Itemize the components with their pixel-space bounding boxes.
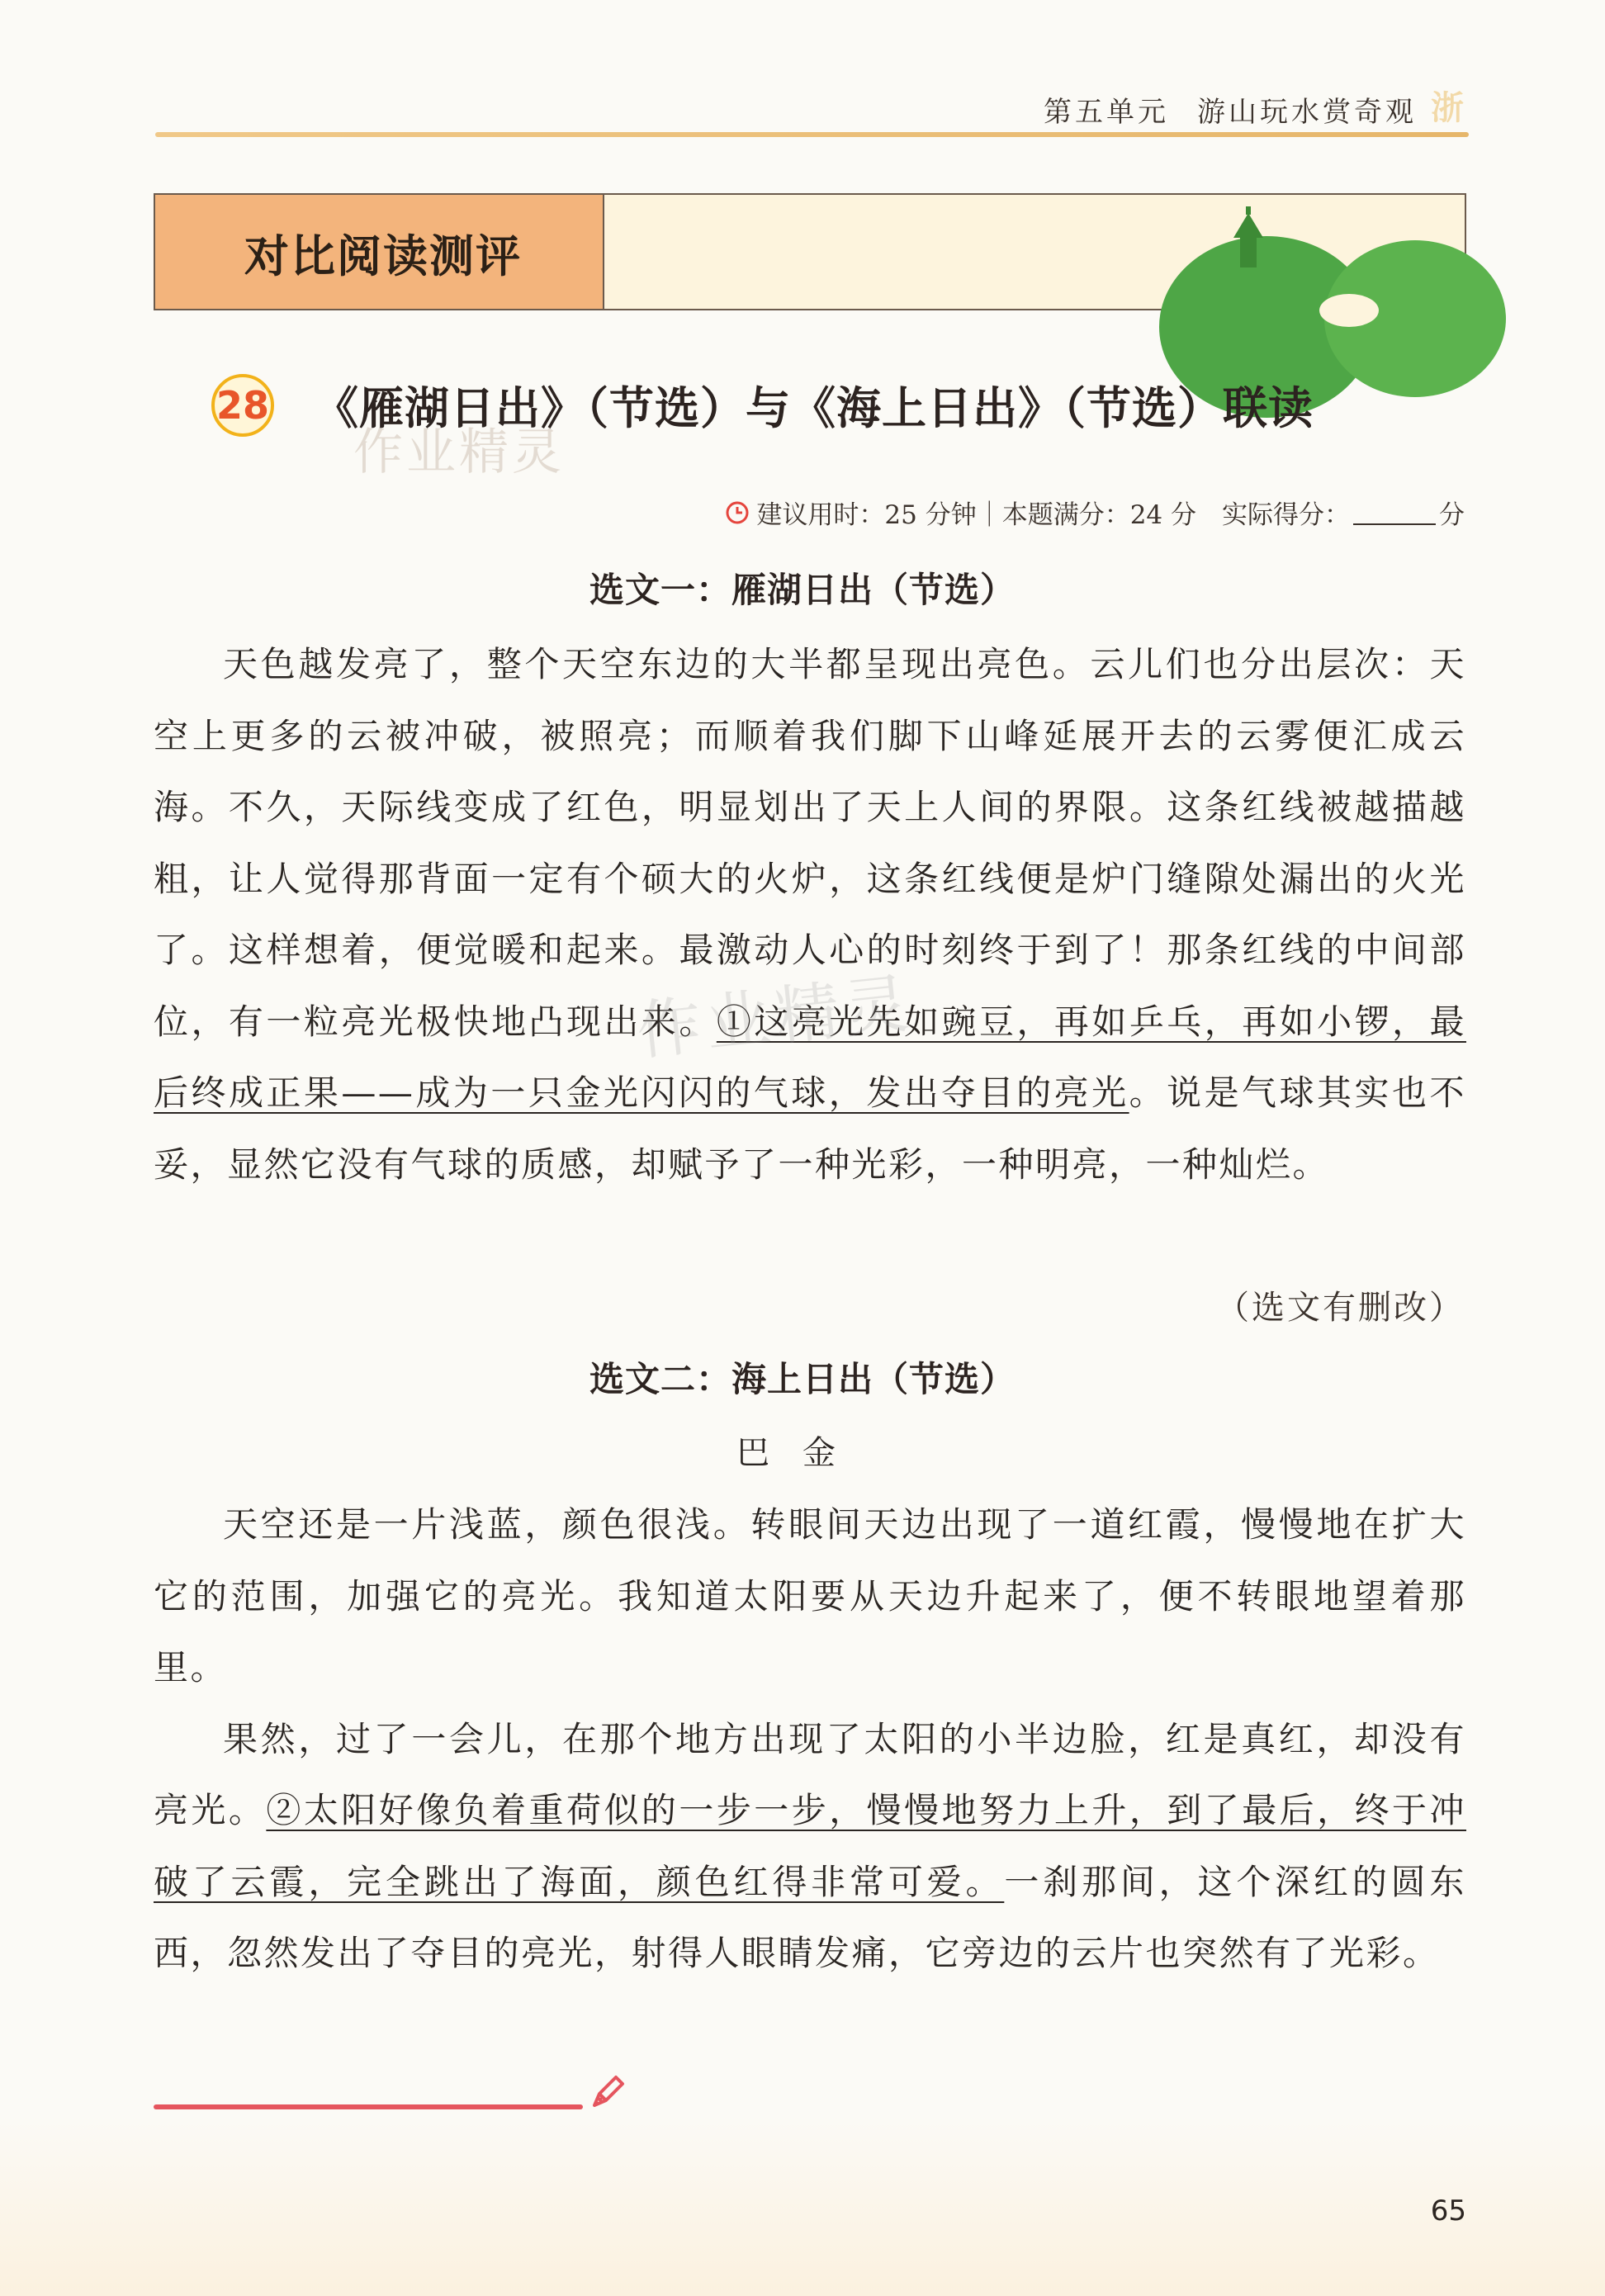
page-bottom-band xyxy=(0,2114,1605,2296)
source-note: （选文有删改） xyxy=(1216,1289,1465,1327)
unit-title: 游山玩水赏奇观 xyxy=(1197,96,1417,129)
score-blank-field[interactable] xyxy=(1353,500,1436,525)
passage1-underlined-sentence: ①这亮光先如豌豆，再如乒乓，再如小锣，最后终成正果——成为一只金光闪闪的气球，发出夺目的亮光 xyxy=(154,1001,1466,1113)
time-score-text: 建议用时：25 分钟｜本题满分：24 分 实际得分： xyxy=(756,500,1350,530)
passage2-text-b: 一刹那间，这个深红的圆东西，忽然发出了夺目的亮光，射得人眼睛发痛，它旁边的云片也突然有了光彩。 xyxy=(154,1861,1466,1973)
passage2-text-a: 果然，过了一会儿，在那个地方出现了太阳的小半边脸，红是真红，却没有亮光。 xyxy=(154,1718,1466,1830)
pen-icon xyxy=(588,2072,627,2112)
passage1-heading: 选文一：雁湖日出（节选） xyxy=(589,570,1016,610)
passage2-heading: 选文二：海上日出（节选） xyxy=(589,1359,1016,1399)
landscape-illustration-icon xyxy=(1167,195,1465,309)
notes-line xyxy=(154,2104,583,2109)
lesson-number-badge: 28 xyxy=(211,374,274,437)
page-number: 65 xyxy=(1430,2194,1466,2227)
time-score-info xyxy=(725,494,1465,531)
passage1-text-a: 天色越发亮了，整个天空东边的大半都呈现出亮色。云儿们也分出层次：天空上更多的云被冲破，被照亮；而顺着我们脚下山峰延展开去的云雾便汇成云海。不久，天际线变成了红色，明显划出了天上人间的界限。这条红线被越描越粗，让人觉得那背面一定有个硕大的火炉，这条红线便是炉门缝隙处漏出的火光了。这样想着，便觉暖和起来。最激动人心的时刻终于到了！那条红线的中间部位，有一粒亮光极快地凸现出来。 xyxy=(154,644,1466,1042)
lesson-title xyxy=(211,373,1314,437)
clock-icon xyxy=(725,500,750,525)
unit-label: 第五单元 xyxy=(1044,96,1169,129)
passage1-paragraph xyxy=(154,629,1466,1200)
passage2-body xyxy=(154,1489,1466,1990)
passage2-paragraph-2 xyxy=(154,1704,1466,1990)
watermark: 作业精灵 xyxy=(632,966,917,1070)
score-unit: 分 xyxy=(1439,500,1465,530)
passage1-body xyxy=(154,629,1466,1200)
passage2-underlined-sentence: ②太阳好像负着重荷似的一步一步，慢慢地努力上升，到了最后，终于冲破了云霞，完全跳出了海面，颜色红得非常可爱。 xyxy=(154,1790,1466,1902)
running-header xyxy=(1044,89,1460,130)
header-rule xyxy=(155,132,1469,137)
lesson-title-text: 《雁湖日出》（节选）与《海上日出》（节选）联读 xyxy=(314,382,1314,434)
unit-mark-icon: 浙 xyxy=(1431,89,1464,127)
passage2-author: 巴金 xyxy=(736,1434,869,1472)
banner-watermark: 作业精灵 xyxy=(353,424,565,481)
banner-title: 对比阅读测评 xyxy=(244,230,522,282)
passage2-paragraph-1: 天空还是一片浅蓝，颜色很浅。转眼间天边出现了一道红霞，慢慢地在扩大它的范围，加强它的亮光。我知道太阳要从天边升起来了，便不转眼地望着那里。 xyxy=(154,1504,1466,1688)
passage1-text-b: 。说是气球其实也不妥，显然它没有气球的质感，却赋予了一种光彩，一种明亮，一种灿烂。 xyxy=(154,1072,1466,1185)
